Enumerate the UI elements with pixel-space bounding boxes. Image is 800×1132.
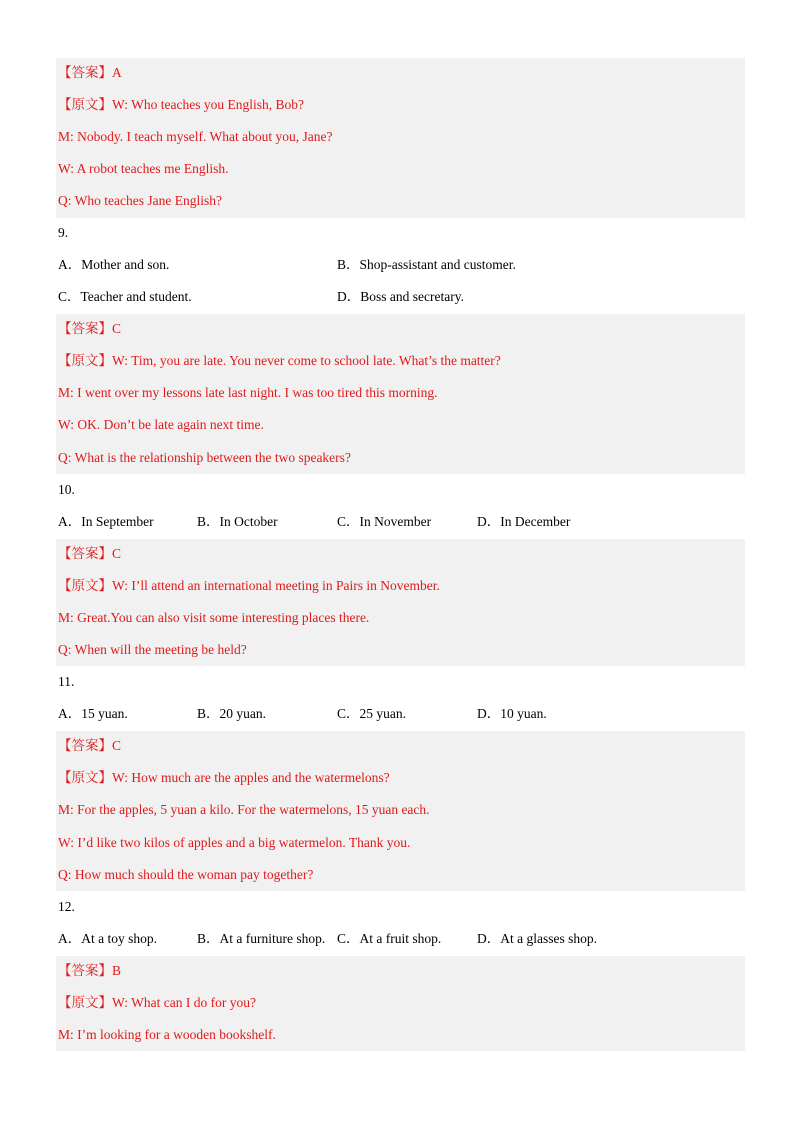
q8-transcript-line: 【原文】W: Who teaches you English, Bob? <box>58 97 304 112</box>
q12-answer: 【答案】B <box>58 963 122 978</box>
q10-option-c: C．In November <box>337 514 432 529</box>
q12-transcript-line: 【原文】W: What can I do for you? <box>58 995 256 1010</box>
q10-option-a: A．In September <box>58 514 154 529</box>
q10-option-d: D．In December <box>477 514 571 529</box>
q8-answer: 【答案】A <box>58 65 122 80</box>
q9-answer: 【答案】C <box>58 321 122 336</box>
q11-transcript-line: W: I’d like two kilos of apples and a big watermelon. Thank you. <box>58 835 411 850</box>
q10-transcript-line: 【原文】W: I’ll attend an international meeting in Pairs in November. <box>58 578 440 593</box>
q8-transcript-line: M: Nobody. I teach myself. What about you, Jane? <box>58 129 333 144</box>
q9-transcript-line: W: OK. Don’t be late again next time. <box>58 417 264 432</box>
q10-option-b: B．In October <box>197 514 278 529</box>
q8-transcript-line: W: A robot teaches me English. <box>58 161 229 176</box>
q11-option-b: B．20 yuan. <box>197 706 266 721</box>
q12-option-b: B．At a furniture shop. <box>197 931 326 946</box>
q12-option-c: C．At a fruit shop. <box>337 931 442 946</box>
q10-transcript-line: M: Great.You can also visit some interesting places there. <box>58 610 370 625</box>
q12-option-d: D．At a glasses shop. <box>477 931 597 946</box>
q9-number: 9. <box>58 225 69 240</box>
q11-transcript-line: Q: How much should the woman pay together? <box>58 867 314 882</box>
q11-option-a: A．15 yuan. <box>58 706 128 721</box>
q11-transcript-line: M: For the apples, 5 yuan a kilo. For the watermelons, 15 yuan each. <box>58 802 430 817</box>
q11-number: 11. <box>58 674 75 689</box>
q12-option-a: A．At a toy shop. <box>58 931 157 946</box>
q12-number: 12. <box>58 899 75 914</box>
q9-transcript-line: Q: What is the relationship between the two speakers? <box>58 450 351 465</box>
q11-transcript-line: 【原文】W: How much are the apples and the watermelons? <box>58 770 390 785</box>
q11-option-c: C．25 yuan. <box>337 706 406 721</box>
q10-answer: 【答案】C <box>58 546 122 561</box>
q9-option-c: C．Teacher and student. <box>58 289 192 304</box>
q8-transcript-line: Q: Who teaches Jane English? <box>58 193 222 208</box>
q10-transcript-line: Q: When will the meeting be held? <box>58 642 247 657</box>
q9-transcript-line: M: I went over my lessons late last night. I was too tired this morning. <box>58 385 438 400</box>
q11-option-d: D．10 yuan. <box>477 706 547 721</box>
q9-option-d: D．Boss and secretary. <box>337 289 464 304</box>
q9-option-b: B．Shop-assistant and customer. <box>337 257 516 272</box>
q9-transcript-line: 【原文】W: Tim, you are late. You never come to school late. What’s the matter? <box>58 353 501 368</box>
q12-transcript-line: M: I’m looking for a wooden bookshelf. <box>58 1027 276 1042</box>
q10-number: 10. <box>58 482 75 497</box>
q9-option-a: A．Mother and son. <box>58 257 170 272</box>
q11-answer: 【答案】C <box>58 738 122 753</box>
